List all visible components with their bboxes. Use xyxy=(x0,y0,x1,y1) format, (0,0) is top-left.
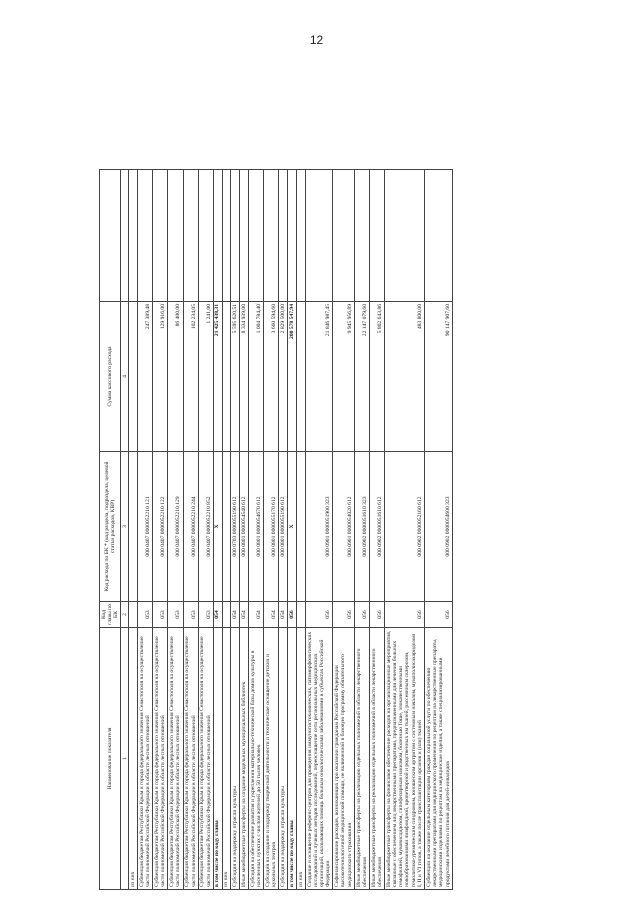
col-number-empty xyxy=(121,170,129,302)
page-number: 12 xyxy=(309,33,324,47)
row-empty-cell xyxy=(231,170,240,302)
row-amount: 8 334 939,00 xyxy=(240,302,249,452)
row-name: Субвенции на оказание отдельным категориям граждан социальной услуги по обеспечению лекарственными препаратами для медицинского применения по рецептам на лекарственные препараты, медицинскими изделиями по рецептам на медицинские изделия, а также специализированными продуктами лечебного питания для детей-инвалидов xyxy=(425,628,453,890)
row-code: 054 xyxy=(249,602,264,628)
row-empty-cell xyxy=(183,170,198,302)
header-amount: Сумма кассового расхода xyxy=(100,302,121,452)
table-row xyxy=(222,170,231,890)
row-name: Субсидия на создание и поддержку творческой деятельности и техническое оснащение детских и кукольных театров xyxy=(264,628,279,890)
row-code: 053 xyxy=(183,602,198,628)
row-amount xyxy=(129,302,138,452)
header-code: Код главы по БК xyxy=(100,602,121,628)
row-name: Субвенция бюджетам Республики Крым и города федерального значения Севастополя на осуществление части полномочий Российской Федерации в области лесных отношений xyxy=(183,628,198,890)
row-code: 056 xyxy=(354,602,369,628)
row-code: 056 xyxy=(369,602,384,628)
row-name: Иные межбюджетные трансферты на создание модельных муниципальных библиотек xyxy=(240,628,249,890)
row-code xyxy=(296,602,305,628)
row-name: Субвенция бюджетам Республики Крым и города федерального значения Севастополя на осуществление части полномочий Российской Федерации в области лесных отношений xyxy=(153,628,168,890)
table-body xyxy=(129,170,452,890)
row-empty-cell xyxy=(384,170,424,302)
table-row xyxy=(183,170,198,890)
row-kbk: X xyxy=(288,452,297,602)
row-empty-cell xyxy=(369,170,384,302)
row-name: из них xyxy=(296,628,305,890)
row-amount xyxy=(296,302,305,452)
row-name: Иные межбюджетные трансферты на финансовое обеспечение расходов на организационные мероприятия, связанные с обеспечением лиц лекарственными препаратами, предназначенными для лечения больных гемофилией, муковисцидозом, гипофизарным нанизмом, болезнью Гоше, злокачественными новообразованиями лимфоидной, кроветворной и родственных им тканей, рассеянным склерозом, гемолитико-уремическим синдромом, юношеским артритом с системным началом, мукополисахаридозом I, II и VI типов, а также после трансплантации органов и (или) тканей xyxy=(384,628,424,890)
row-code: 056 xyxy=(384,602,424,628)
header-kbk: Код расхода по БК * (код раздела, подраздела, целевой статьи расходов, КВР) xyxy=(100,452,121,602)
row-code: 054 xyxy=(240,602,249,628)
table-row xyxy=(279,170,288,890)
row-amount: 129 916,00 xyxy=(153,302,168,452)
row-name: из них xyxy=(222,628,231,890)
row-kbk: 000 0901 0000051900 323 xyxy=(305,452,333,602)
row-code: 054 xyxy=(213,602,222,628)
row-empty-cell xyxy=(288,170,297,302)
row-code xyxy=(222,602,231,628)
row-amount: 90 147 907,60 xyxy=(425,302,453,452)
table-row xyxy=(198,170,213,890)
row-code: 056 xyxy=(425,602,453,628)
row-amount xyxy=(222,302,231,452)
row-kbk: 000 0407 0000052210 122 xyxy=(153,452,168,602)
table-row xyxy=(213,170,222,890)
table-row xyxy=(296,170,305,890)
row-kbk: 000 0703 0000055190 612 xyxy=(231,452,240,602)
row-amount: 102 234,05 xyxy=(183,302,198,452)
row-amount: 22 147 079,60 xyxy=(354,302,369,452)
row-amount: 200 578 547,94 xyxy=(288,302,297,452)
row-code: 054 xyxy=(279,602,288,628)
row-amount: 2 829 500,00 xyxy=(279,302,288,452)
row-kbk: 000 0902 0000051610 612 xyxy=(369,452,384,602)
row-amount: 1 004 784,40 xyxy=(249,302,264,452)
row-name: Иные межбюджетные трансферты на реализацию отдельных полномочий в области лекарственного обеспечения xyxy=(354,628,369,890)
row-amount: 3 660 594,60 xyxy=(264,302,279,452)
expense-table xyxy=(99,169,453,890)
table-row xyxy=(354,170,369,890)
row-kbk: 000 0901 0000054020 612 xyxy=(333,452,354,602)
row-code xyxy=(129,602,138,628)
table-row xyxy=(129,170,138,890)
row-kbk xyxy=(296,452,305,602)
row-empty-cell xyxy=(138,170,153,302)
table-row xyxy=(249,170,264,890)
row-name: Софинансирование расходов, возникающих при оказании гражданам Российской Федерации высокотехнологичной медицинской помощи, не включенной в базовую программу обязательного медицинского страхования xyxy=(333,628,354,890)
row-empty-cell xyxy=(213,170,222,302)
row-code: 053 xyxy=(153,602,168,628)
row-name: Субвенция бюджетам Республики Крым и города федерального значения Севастополя на осуществление части полномочий Российской Федерации в области лесных отношений xyxy=(138,628,153,890)
row-empty-cell xyxy=(198,170,213,302)
table-row xyxy=(153,170,168,890)
row-kbk: 000 0801 0000055170 612 xyxy=(264,452,279,602)
col-number-1: 1 xyxy=(121,628,129,890)
row-name: Субсидия на обеспечение развития и укрепления материально-технической базы домов культуры в населенных пунктах с числом жителей до 50 тысяч человек xyxy=(249,628,264,890)
row-name: Субвенция бюджетам Республики Крым и города федерального значения Севастополя на осуществление части полномочий Российской Федерации в области лесных отношений xyxy=(168,628,183,890)
row-code: 054 xyxy=(264,602,279,628)
row-kbk: 000 0902 0000051610 323 xyxy=(354,452,369,602)
row-code: 056 xyxy=(288,602,297,628)
row-empty-cell xyxy=(240,170,249,302)
row-empty-cell xyxy=(296,170,305,302)
row-kbk: 000 0801 0000055190 612 xyxy=(279,452,288,602)
col-number-3: 3 xyxy=(121,452,129,602)
row-code: 054 xyxy=(231,602,240,628)
table-row xyxy=(231,170,240,890)
row-empty-cell xyxy=(279,170,288,302)
row-amount: 247 389,48 xyxy=(138,302,153,452)
row-kbk xyxy=(222,452,231,602)
table-row xyxy=(384,170,424,890)
table-row xyxy=(240,170,249,890)
row-code: 053 xyxy=(168,602,183,628)
row-kbk: X xyxy=(213,452,222,602)
row-name: Субсидия на поддержку отрасли культуры xyxy=(279,628,288,890)
row-name: Субсидия на поддержку отрасли культуры xyxy=(231,628,240,890)
header-name: Наименование показателя xyxy=(100,628,121,890)
row-kbk: 000 0407 0000052210 129 xyxy=(168,452,183,602)
table-row xyxy=(305,170,333,890)
rotated-table-area xyxy=(99,170,559,890)
table-row xyxy=(425,170,453,890)
col-number-2: 2 xyxy=(121,602,129,628)
row-name: в том числе по коду главы xyxy=(288,628,297,890)
header-empty xyxy=(100,170,121,302)
row-empty-cell xyxy=(129,170,138,302)
table-row xyxy=(264,170,279,890)
row-empty-cell xyxy=(153,170,168,302)
row-kbk xyxy=(129,452,138,602)
row-amount: 9 945 956,89 xyxy=(333,302,354,452)
row-code: 053 xyxy=(198,602,213,628)
row-name: Иные межбюджетные трансферты на реализацию отдельных полномочий в области лекарственного обеспечения xyxy=(369,628,384,890)
row-amount: 1 241,00 xyxy=(198,302,213,452)
row-amount: 86 400,00 xyxy=(168,302,183,452)
row-kbk: 000 0902 0000052160 612 xyxy=(384,452,424,602)
table-row xyxy=(138,170,153,890)
row-kbk: 000 0902 0000054600 323 xyxy=(425,452,453,602)
row-empty-cell xyxy=(354,170,369,302)
row-amount: 5 802 643,86 xyxy=(369,302,384,452)
row-empty-cell xyxy=(249,170,264,302)
col-number-4: 4 xyxy=(121,302,129,452)
row-empty-cell xyxy=(425,170,453,302)
table-row xyxy=(369,170,384,890)
row-kbk: 000 0407 0000052210 244 xyxy=(183,452,198,602)
table-row xyxy=(288,170,297,890)
row-empty-cell xyxy=(168,170,183,302)
row-kbk: 000 0407 0000052210 852 xyxy=(198,452,213,602)
row-name: в том числе по коду главы xyxy=(213,628,222,890)
row-kbk: 000 0801 0000054540 612 xyxy=(240,452,249,602)
row-name: из них xyxy=(129,628,138,890)
row-amount: 483 800,00 xyxy=(384,302,424,452)
row-code: 056 xyxy=(333,602,354,628)
row-name: Субвенция бюджетам Республики Крым и города федерального значения Севастополя на осуществление части полномочий Российской Федерации в области лесных отношений xyxy=(198,628,213,890)
row-kbk: 000 0407 0000052210 121 xyxy=(138,452,153,602)
row-amount: 5 595 620,51 xyxy=(231,302,240,452)
row-kbk: 000 0801 0000054670 612 xyxy=(249,452,264,602)
row-empty-cell xyxy=(305,170,333,302)
table-row xyxy=(168,170,183,890)
row-code: 056 xyxy=(305,602,333,628)
table-row xyxy=(333,170,354,890)
row-amount: 21 425 438,31 xyxy=(213,302,222,452)
row-empty-cell xyxy=(333,170,354,302)
row-code: 053 xyxy=(138,602,153,628)
row-name: Создание и оснащение референс-центров для проведения иммуногистохимических, патоморфологических исследований и лучевых методов исследований, переоснащение сети региональных медицинских организаций, оказывающих помощь больным онкологическими заболеваниями в субъектах Российской Федерации xyxy=(305,628,333,890)
row-amount: 21 846 987,45 xyxy=(305,302,333,452)
row-empty-cell xyxy=(222,170,231,302)
row-empty-cell xyxy=(264,170,279,302)
